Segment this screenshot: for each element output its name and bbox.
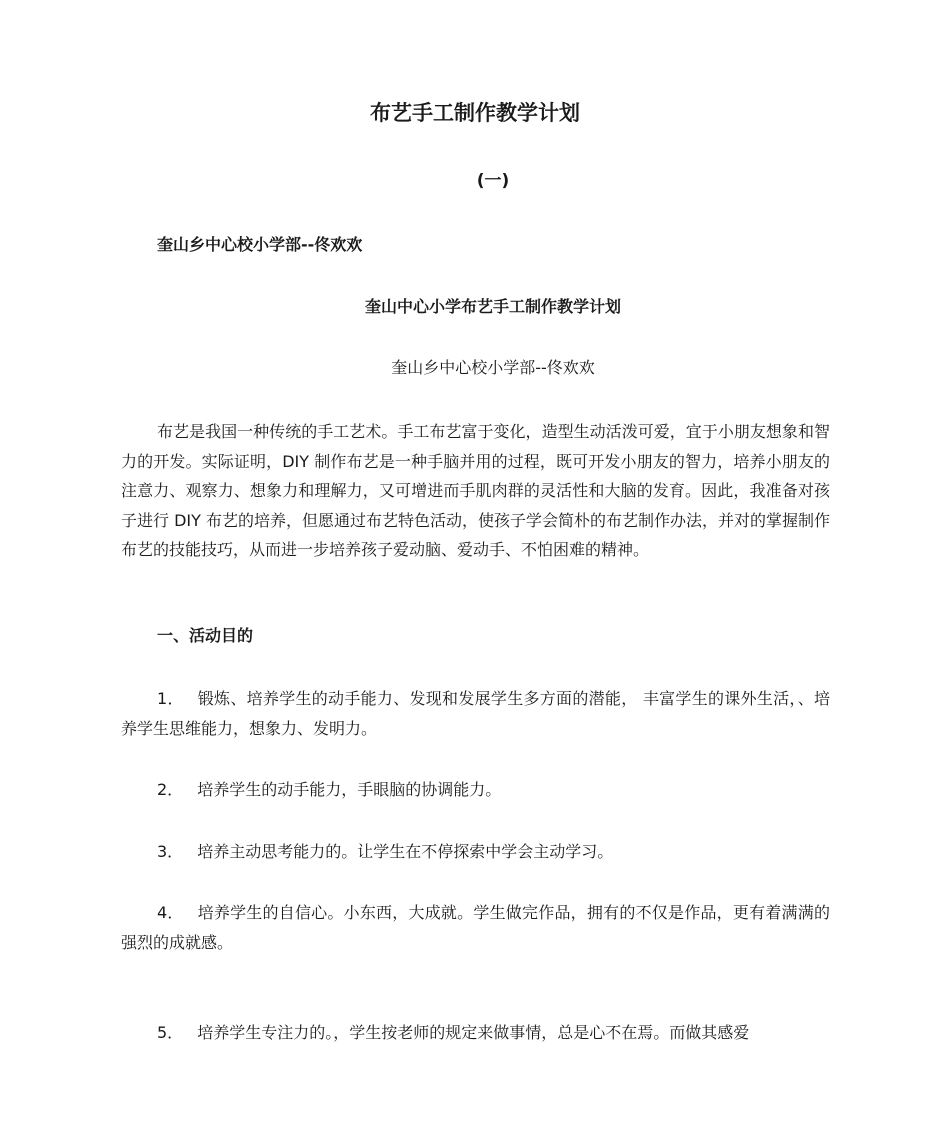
list-item (121, 684, 830, 743)
list-item (121, 837, 830, 867)
plan-heading: 奎山中心小学布艺手工制作教学计划 (364, 297, 621, 316)
list-item-number: 1． (157, 689, 184, 708)
section-heading-objectives: 一、活动目的 (157, 626, 254, 645)
list-item (121, 1018, 830, 1048)
document-title: 布艺手工制作教学计划 (370, 101, 580, 125)
list-item-text: 培养主动思考能力的。让学生在不停探索中学会主动学习。 (197, 842, 614, 861)
list-item-number: 3． (157, 842, 184, 861)
author-line-2: 奎山乡中心校小学部--佟欢欢 (391, 358, 595, 377)
list-item-text: 锻炼、培养学生的动手能力、发现和发展学生多方面的潜能， 丰富学生的课外生活，、培养学生思维能力，想象力、发明力。 (121, 689, 830, 738)
author-line-1: 奎山乡中心校小学部--佟欢欢 (157, 235, 363, 254)
list-item-number: 5． (157, 1023, 184, 1042)
list-item (121, 898, 830, 957)
list-item (121, 775, 830, 805)
list-item-number: 2． (157, 780, 184, 799)
document-subtitle: (一) (476, 171, 510, 191)
list-item-number: 4． (157, 903, 184, 922)
intro-paragraph: 布艺是我国一种传统的手工艺术。手工布艺富于变化，造型生动活泼可爱，宜于小朋友想象和智力的开发。实际证明，DIY 制作布艺是一种手脑并用的过程，既可开发小朋友的智力，培养小朋友的注意力、观察力、想象力和理解力，又可增进而手肌肉群的灵活性和大脑的发育。因此，我准备对孩子进行 DIY 布艺的培养，但愿通过布艺特色活动，使孩子学会简朴的布艺制作办法，并对的掌握制作布艺的技能技巧，从而进一步培养孩子爱动脑、爱动手、不怕困难的精神。 (121, 422, 830, 559)
list-item-text: 培养学生专注力的。，学生按老师的规定来做事情，总是心不在焉。而做其感爱 (197, 1023, 750, 1042)
list-item-text: 培养学生的自信心。小东西，大成就。学生做完作品，拥有的不仅是作品，更有着满满的强烈的成就感。 (121, 903, 830, 952)
list-item-text: 培养学生的动手能力，手眼脑的协调能力。 (197, 780, 502, 799)
